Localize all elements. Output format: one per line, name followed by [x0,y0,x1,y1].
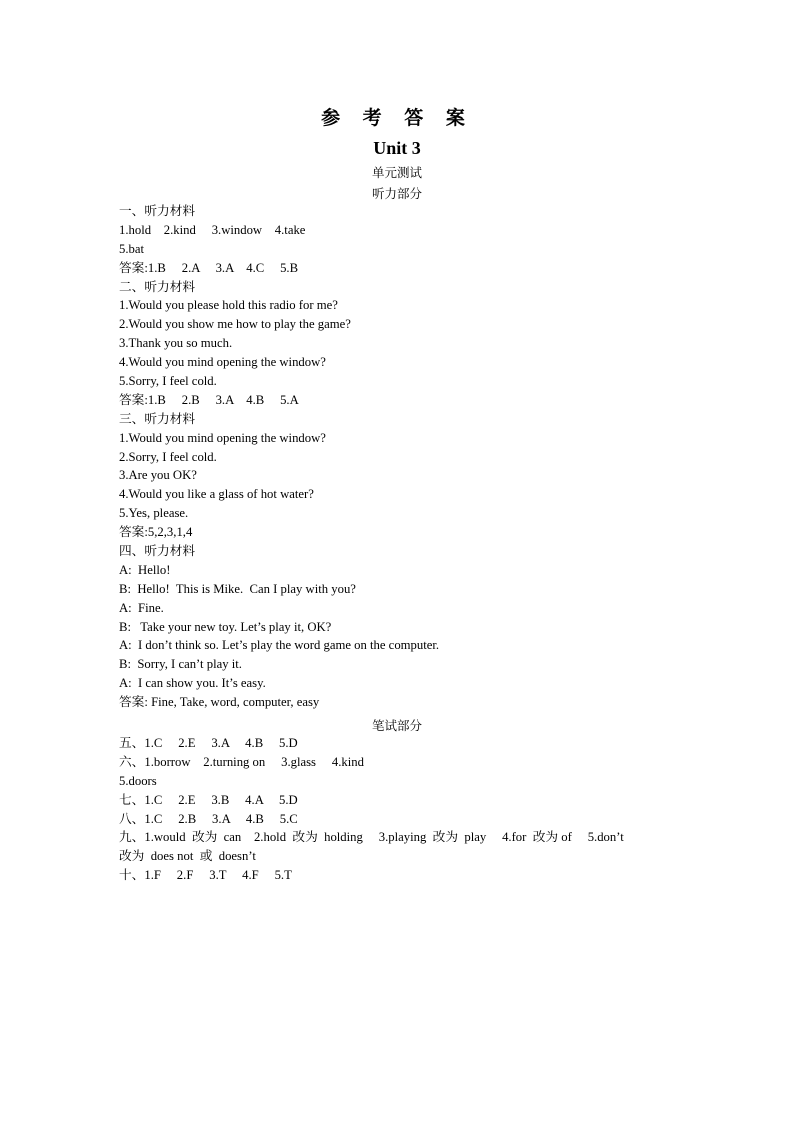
text-line: A: I don’t think so. Let’s play the word game on the computer. [119,638,440,653]
text-line: 4.Would you mind opening the window? [119,355,326,370]
text-line: 3.Thank you so much. [119,336,233,351]
text-line: 答案: Fine, Take, word, computer, easy [119,695,320,710]
text-line: 2.Sorry, I feel cold. [119,449,217,464]
text-line: B: Hello! This is Mike. Can I play with you? [119,581,356,596]
text-line: 十、1.F 2.F 3.T 4.F 5.T [119,868,292,883]
text-line: 七、1.C 2.E 3.B 4.A 5.D [119,792,298,807]
text-line: 2.Would you show me how to play the game? [119,317,351,332]
text-line: 1.Would you please hold this radio for me? [119,298,338,313]
text-line: A: Fine. [119,600,164,615]
written-heading: 笔试部分 [371,718,422,733]
written-section [119,734,689,885]
text-line: 4.Would you like a glass of hot water? [119,487,314,502]
page-title: 参 考 答 案 [321,107,473,129]
text-line: B: Take your new toy. Let’s play it, OK? [119,619,332,634]
text-line: 答案:1.B 2.A 3.A 4.C 5.B [119,260,299,275]
section-subtitle: 单元测试 [371,165,422,180]
text-line: A: Hello! [119,562,171,577]
unit-heading: Unit 3 [373,138,421,158]
text-line: 5.Sorry, I feel cold. [119,374,217,389]
listening-section [119,202,689,712]
text-line: 二、听力材料 [119,279,196,294]
text-line: 3.Are you OK? [119,468,197,483]
text-line: 改为 does not 或 doesn’t [119,849,256,864]
listening-heading: 听力部分 [371,186,422,201]
text-line: 三、听力材料 [119,411,196,426]
text-line: 1.Would you mind opening the window? [119,430,326,445]
text-line: B: Sorry, I can’t play it. [119,657,242,672]
text-line: 四、听力材料 [119,544,196,559]
text-line: 八、1.C 2.B 3.A 4.B 5.C [119,811,298,826]
text-line: 1.hold 2.kind 3.window 4.take [119,222,306,237]
text-line: 五、1.C 2.E 3.A 4.B 5.D [119,736,298,750]
text-line: 答案:5,2,3,1,4 [119,525,193,540]
text-line: 六、1.borrow 2.turning on 3.glass 4.kind [119,754,364,769]
text-line: 5.Yes, please. [119,506,189,521]
text-line: 5.bat [119,241,145,256]
text-line: 5.doors [119,773,157,788]
text-line: 答案:1.B 2.B 3.A 4.B 5.A [119,392,299,407]
text-line: A: I can show you. It’s easy. [119,676,266,691]
text-line: 一、听力材料 [119,204,196,218]
text-line: 九、1.would 改为 can 2.hold 改为 holding 3.playing 改为 play 4.for 改为 of 5.don’t [119,830,624,845]
